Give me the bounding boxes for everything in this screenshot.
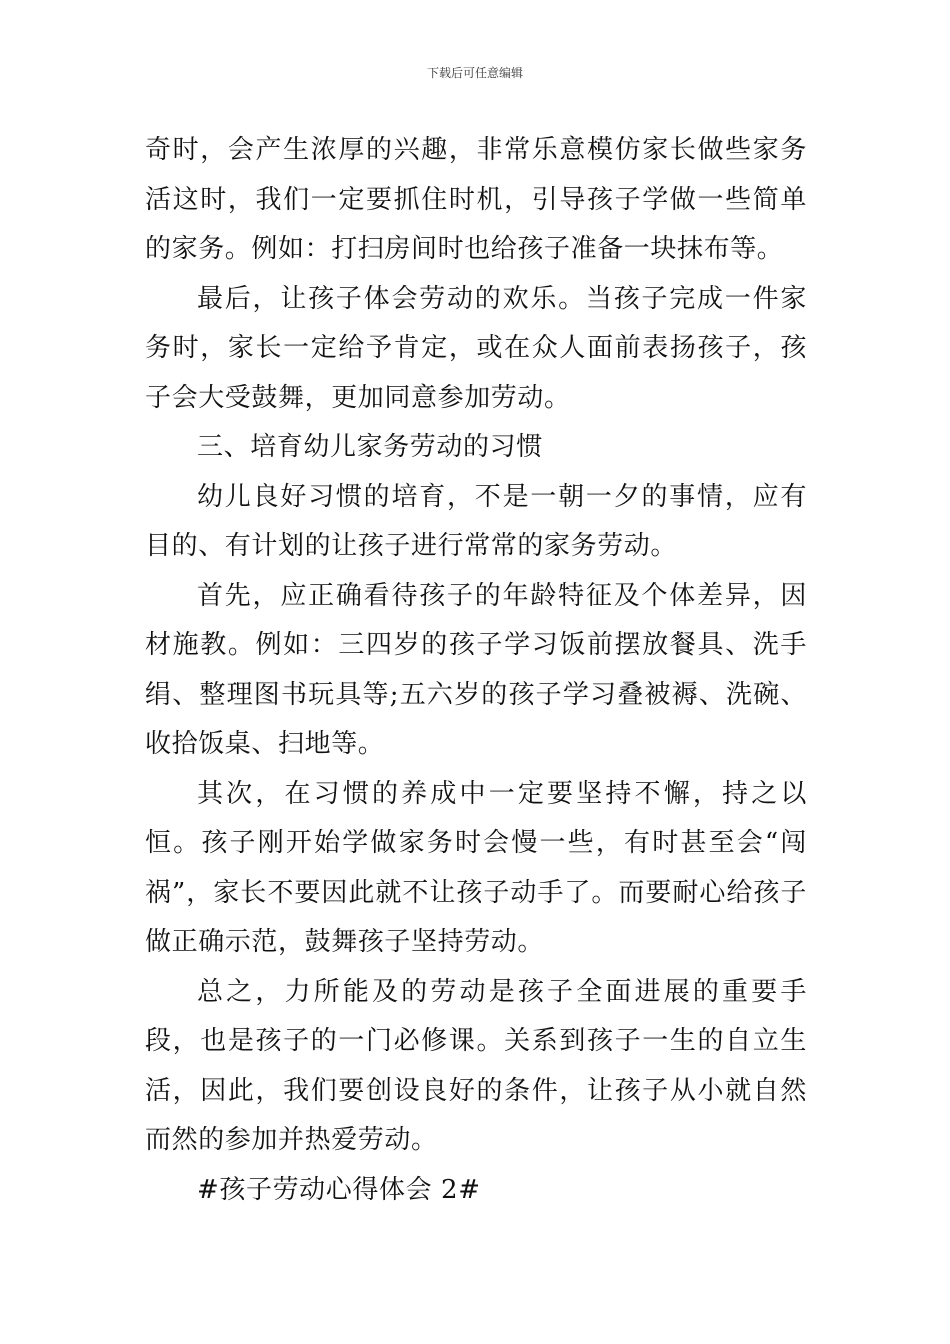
paragraph-1: 奇时，会产生浓厚的兴趣，非常乐意模仿家长做些家务活这时，我们一定要抓住时机，引导孩子学做一些简单的家务。例如：打扫房间时也给孩子准备一块抹布等。 [145, 135, 807, 264]
paragraph-4: 首先，应正确看待孩子的年龄特征及个体差异，因材施教。例如：三四岁的孩子学习饭前摆放餐具、洗手绢、整理图书玩具等;五六岁的孩子学习叠被褥、洗碗、收拾饭桌、扫地等。 [145, 580, 807, 759]
next-section-title: #孩子劳动心得体会 2# [197, 1174, 481, 1205]
paragraph-6: 总之，力所能及的劳动是孩子全面进展的重要手段，也是孩子的一门必修课。关系到孩子一生的自立生活，因此，我们要创设良好的条件，让孩子从小就自然而然的参加并热爱劳动。 [145, 976, 807, 1155]
section-heading: 三、培育幼儿家务劳动的习惯 [197, 432, 543, 462]
page-header: 下载后可任意编辑 [426, 66, 523, 80]
document-body [145, 126, 807, 1215]
paragraph-5: 其次，在习惯的养成中一定要坚持不懈，持之以恒。孩子刚开始学做家务时会慢一些，有时甚至会“闯祸”，家长不要因此就不让孩子动手了。而要耐心给孩子做正确示范，鼓舞孩子坚持劳动。 [145, 778, 807, 957]
paragraph-2: 最后，让孩子体会劳动的欢乐。当孩子完成一件家务时，家长一定给予肯定，或在众人面前表扬孩子，孩子会大受鼓舞，更加同意参加劳动。 [145, 283, 807, 413]
paragraph-3: 幼儿良好习惯的培育，不是一朝一夕的事情，应有目的、有计划的让孩子进行常常的家务劳动。 [145, 481, 807, 561]
